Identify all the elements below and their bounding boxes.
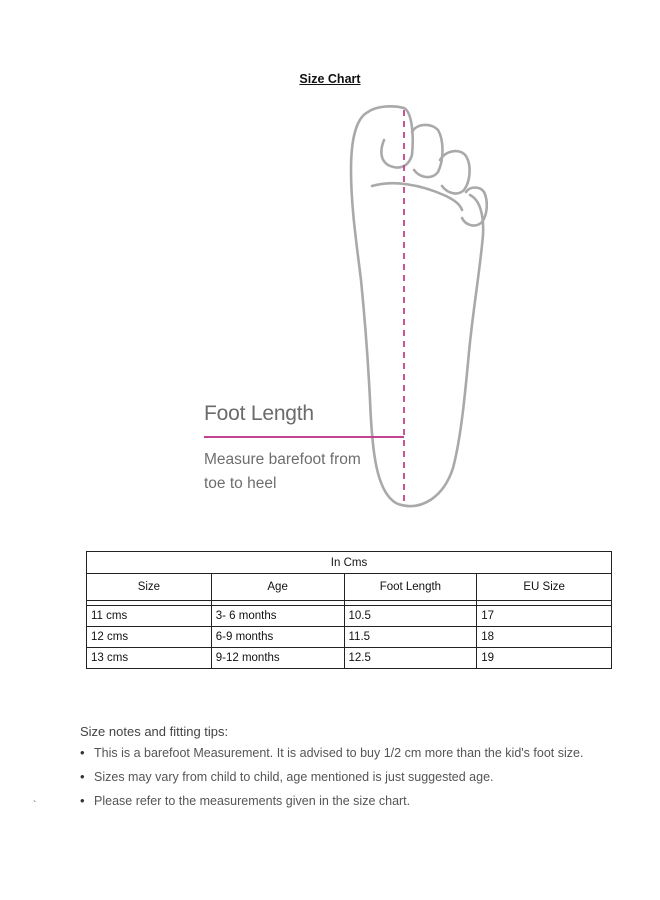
bullet-icon: • [80,769,85,784]
foot-length-heading: Foot Length [204,402,314,425]
cell-size: 12 cms [87,627,212,648]
table-caption-row [87,552,612,574]
note-item [80,745,583,769]
toe-crease [372,183,462,210]
table-caption: In Cms [87,552,612,574]
size-notes [80,724,583,817]
table-row [87,648,612,669]
notes-title: Size notes and fitting tips: [80,724,229,739]
toe-two [412,125,443,177]
column-header-foot-length: Foot Length [344,574,477,601]
bullet-icon: • [80,745,85,760]
cell-foot-length: 11.5 [344,627,477,648]
note-text: Please refer to the measurements given in the size chart. [94,794,411,808]
foot-outline [351,112,483,506]
cell-eu-size: 19 [477,648,612,669]
table-row [87,627,612,648]
table-row [87,606,612,627]
table-header-row [87,574,612,601]
column-header-size: Size [87,574,212,601]
column-header-eu-size: EU Size [477,574,612,601]
note-item [80,793,583,817]
toe-four [462,188,487,226]
foot-length-instruction-line2: toe to heel [204,475,277,492]
cell-size: 11 cms [87,606,212,627]
note-text: Sizes may vary from child to child, age mentioned is just suggested age. [94,770,494,784]
cell-age: 3- 6 months [211,606,344,627]
cell-foot-length: 10.5 [344,606,477,627]
note-text: This is a barefoot Measurement. It is advised to buy 1/2 cm more than the kid's foot size. [94,746,584,760]
foot-length-instruction-line1: Measure barefoot from [204,451,361,468]
note-item [80,769,583,793]
page-title: Size Chart [299,72,361,86]
cell-size: 13 cms [87,648,212,669]
size-table [86,551,612,669]
cell-age: 6-9 months [211,627,344,648]
cell-foot-length: 12.5 [344,648,477,669]
column-header-age: Age [211,574,344,601]
cell-eu-size: 17 [477,606,612,627]
cell-age: 9-12 months [211,648,344,669]
stray-mark: ` [33,800,37,811]
toe-three [440,151,470,193]
big-toe [368,106,413,167]
bullet-icon: • [80,793,85,808]
cell-eu-size: 18 [477,627,612,648]
